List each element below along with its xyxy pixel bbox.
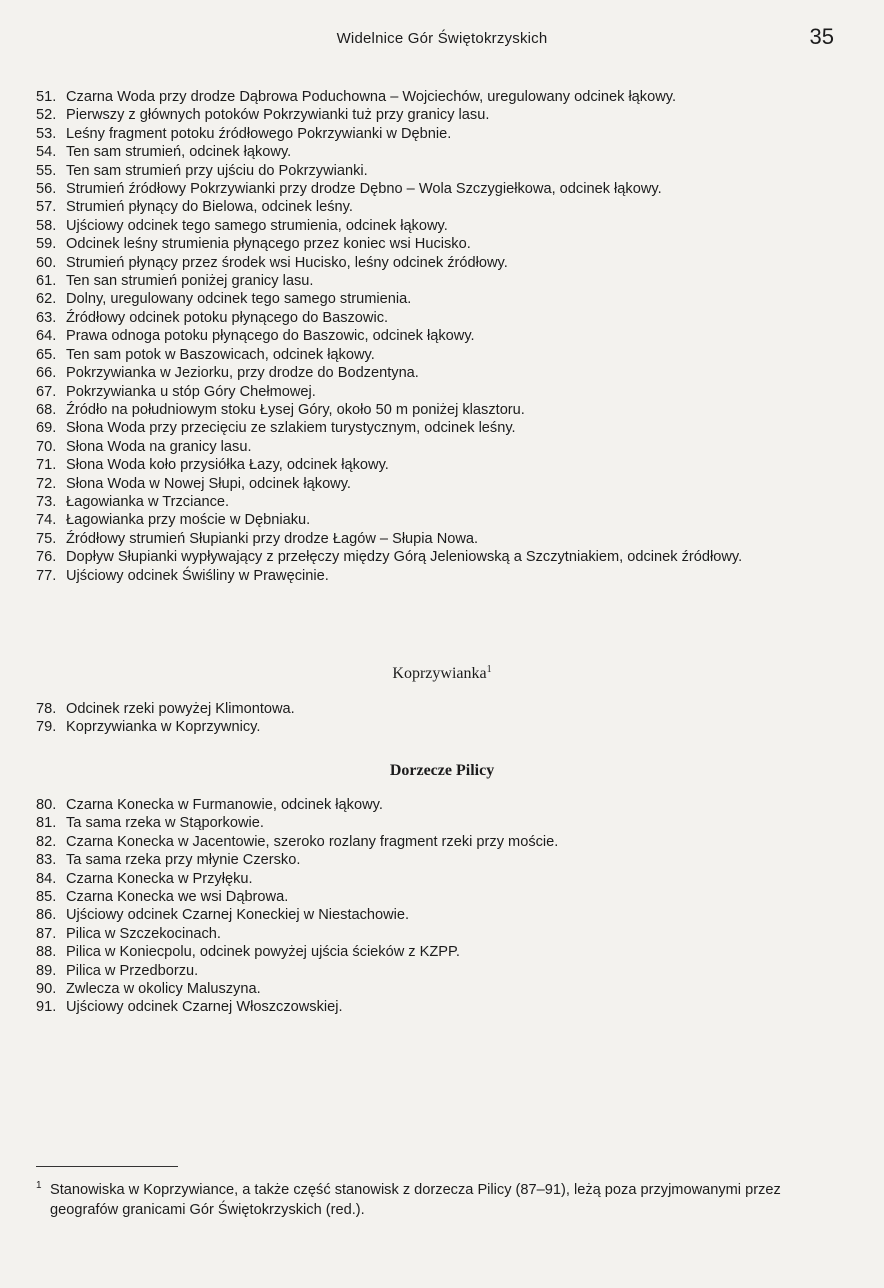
item-number: 59.: [36, 236, 57, 253]
item-text: Odcinek leśny strumienia płynącego przez koniec wsi Hucisko.: [66, 236, 471, 253]
list-item: [36, 346, 841, 364]
list-item: [36, 327, 841, 345]
list-item: [36, 419, 841, 437]
item-number: 54.: [36, 144, 57, 161]
item-text: Słona Woda na granicy lasu.: [66, 438, 252, 455]
list-item: [36, 125, 841, 143]
item-number: 81.: [36, 815, 57, 832]
list-item: [36, 796, 841, 814]
item-text: Słona Woda koło przysiółka Łazy, odcinek łąkowy.: [66, 457, 389, 474]
item-text: Strumień płynący do Bielowa, odcinek leśny.: [66, 199, 353, 216]
item-number: 80.: [36, 797, 57, 813]
list-item: [36, 88, 841, 106]
item-text: Ujściowy odcinek Czarnej Koneckiej w Niestachowie.: [66, 907, 410, 924]
item-number: 71.: [36, 457, 57, 474]
item-number: 90.: [36, 981, 57, 998]
item-number: 61.: [36, 273, 57, 290]
footnote-text: Stanowiska w Koprzywiance, a także część stanowisk z dorzecza Pilicy (87–91), leżą poza przyjmowanymi przez geografów granicami Gór Świętokrzyskich (red.).: [50, 1182, 781, 1218]
section-heading-dorzecze-pilicy: Dorzecze Pilicy: [389, 762, 495, 779]
item-text: Ta sama rzeka przy młynie Czersko.: [66, 852, 301, 869]
item-number: 70.: [36, 438, 57, 455]
item-number: 66.: [36, 365, 57, 382]
site-list-section-b: [36, 700, 841, 737]
list-item: [36, 272, 841, 290]
item-text: Łagowianka przy moście w Dębniaku.: [66, 512, 311, 529]
footnote-reference: 1: [486, 664, 492, 675]
list-item: [36, 198, 841, 216]
running-head: Widelnice Gór Świętokrzyskich: [336, 30, 548, 47]
item-text: Strumień płynący przez środek wsi Hucisko, leśny odcinek źródłowy.: [66, 254, 508, 271]
item-number: 51.: [36, 89, 57, 105]
item-text: Ten sam strumień, odcinek łąkowy.: [66, 144, 292, 161]
list-item: [36, 493, 841, 511]
item-number: 53.: [36, 125, 57, 142]
list-item: [36, 254, 841, 272]
item-text: Źródło na południowym stoku Łysej Góry, około 50 m poniżej klasztoru.: [66, 401, 525, 418]
item-number: 91.: [36, 999, 57, 1016]
heading-text: Koprzywianka: [392, 665, 487, 682]
item-text: Ujściowy odcinek Świśliny w Prawęcinie.: [66, 567, 329, 584]
item-number: 64.: [36, 328, 57, 345]
list-item: [36, 906, 841, 924]
list-item: [36, 833, 841, 851]
list-item: [36, 943, 841, 961]
list-item: [36, 364, 841, 382]
item-number: 63.: [36, 309, 57, 326]
item-text: Pilica w Przedborzu.: [66, 962, 199, 979]
item-text: Pokrzywianka w Jeziorku, przy drodze do Bodzentyna.: [66, 365, 419, 382]
footnote-rule: [36, 1166, 178, 1167]
list-item: [36, 106, 841, 124]
item-text: Koprzywianka w Koprzywnicy.: [66, 719, 261, 736]
list-item: [36, 511, 841, 529]
list-item: [36, 290, 841, 308]
item-number: 62.: [36, 291, 57, 308]
list-item: [36, 548, 841, 566]
page-number: 35: [809, 24, 834, 49]
item-text: Słona Woda przy przecięciu ze szlakiem turystycznym, odcinek leśny.: [66, 420, 516, 437]
list-item: [36, 217, 841, 235]
item-number: 67.: [36, 383, 57, 400]
item-text: Czarna Konecka w Przyłęku.: [66, 870, 253, 887]
item-text: Pierwszy z głównych potoków Pokrzywianki tuż przy granicy lasu.: [66, 107, 490, 124]
item-number: 75.: [36, 530, 57, 547]
item-text: Słona Woda w Nowej Słupi, odcinek łąkowy.: [66, 475, 351, 492]
item-text: Czarna Konecka we wsi Dąbrowa.: [66, 889, 289, 906]
item-number: 79.: [36, 719, 57, 736]
item-number: 55.: [36, 162, 57, 179]
list-item: [36, 309, 841, 327]
item-text: Strumień źródłowy Pokrzywianki przy drodze Dębno – Wola Szczygiełkowa, odcinek łąkowy.: [66, 181, 662, 198]
item-number: 56.: [36, 181, 57, 198]
item-number: 68.: [36, 401, 57, 418]
item-number: 52.: [36, 107, 57, 124]
item-number: 87.: [36, 925, 57, 942]
list-item: [36, 456, 841, 474]
item-text: Ten sam strumień przy ujściu do Pokrzywianki.: [66, 162, 368, 179]
item-text: Źródłowy strumień Słupianki przy drodze Łagów – Słupia Nowa.: [66, 530, 479, 547]
item-number: 78.: [36, 701, 57, 717]
item-number: 72.: [36, 475, 57, 492]
list-item: [36, 998, 841, 1016]
item-text: Leśny fragment potoku źródłowego Pokrzywianki w Dębnie.: [66, 125, 452, 142]
list-item: [36, 718, 841, 736]
list-item: [36, 235, 841, 253]
item-text: Ujściowy odcinek Czarnej Włoszczowskiej.: [66, 999, 343, 1016]
item-text: Czarna Woda przy drodze Dąbrowa Poduchowna – Wojciechów, uregulowany odcinek łąkowy.: [66, 89, 677, 105]
item-text: Pilica w Szczekocinach.: [66, 925, 221, 942]
item-number: 58.: [36, 217, 57, 234]
item-number: 77.: [36, 567, 57, 584]
list-item: [36, 401, 841, 419]
site-list-section-a: [36, 88, 841, 585]
list-item: [36, 162, 841, 180]
item-number: 60.: [36, 254, 57, 271]
item-text: Odcinek rzeki powyżej Klimontowa.: [66, 701, 295, 717]
list-item: [36, 870, 841, 888]
item-number: 88.: [36, 944, 57, 961]
item-text: Ten sam potok w Baszowicach, odcinek łąkowy.: [66, 346, 375, 363]
item-number: 57.: [36, 199, 57, 216]
item-number: 89.: [36, 962, 57, 979]
item-text: Źródłowy odcinek potoku płynącego do Baszowic.: [66, 309, 389, 326]
item-number: 82.: [36, 833, 57, 850]
item-text: Ten san strumień poniżej granicy lasu.: [66, 273, 314, 290]
list-item: [36, 567, 841, 585]
item-number: 65.: [36, 346, 57, 363]
item-number: 74.: [36, 512, 57, 529]
item-text: Czarna Konecka w Jacentowie, szeroko rozlany fragment rzeki przy moście.: [66, 833, 559, 850]
list-item: [36, 180, 841, 198]
item-number: 83.: [36, 852, 57, 869]
item-text: Ujściowy odcinek tego samego strumienia, odcinek łąkowy.: [66, 217, 448, 234]
item-text: Prawa odnoga potoku płynącego do Baszowic, odcinek łąkowy.: [66, 328, 475, 345]
list-item: [36, 475, 841, 493]
list-item: [36, 143, 841, 161]
list-item: [36, 888, 841, 906]
list-item: [36, 814, 841, 832]
footnote: [36, 1180, 846, 1220]
list-item: [36, 980, 841, 998]
section-heading-koprzywianka: [0, 664, 884, 683]
list-item: [36, 700, 841, 718]
site-list-section-c: [36, 796, 841, 1017]
item-number: 69.: [36, 420, 57, 437]
item-text: Pilica w Koniecpolu, odcinek powyżej ujścia ścieków z KZPP.: [66, 944, 460, 961]
item-text: Czarna Konecka w Furmanowie, odcinek łąkowy.: [66, 797, 383, 813]
footnote-mark: 1: [36, 1180, 42, 1191]
list-item: [36, 438, 841, 456]
list-item: [36, 383, 841, 401]
list-item: [36, 530, 841, 548]
item-number: 86.: [36, 907, 57, 924]
item-text: Łagowianka w Trzciance.: [66, 493, 230, 510]
list-item: [36, 851, 841, 869]
item-number: 84.: [36, 870, 57, 887]
item-text: Dolny, uregulowany odcinek tego samego strumienia.: [66, 291, 412, 308]
item-number: 76.: [36, 549, 57, 566]
item-number: 73.: [36, 493, 57, 510]
list-item: [36, 962, 841, 980]
item-text: Dopływ Słupianki wypływający z przełęczy między Górą Jeleniowską a Szczytniakiem, odcinek źródłowy.: [66, 549, 743, 566]
item-text: Ta sama rzeka w Stąporkowie.: [66, 815, 264, 832]
list-item: [36, 925, 841, 943]
item-text: Pokrzywianka u stóp Góry Chełmowej.: [66, 383, 316, 400]
item-text: Zwlecza w okolicy Maluszyna.: [66, 981, 261, 998]
item-number: 85.: [36, 889, 57, 906]
